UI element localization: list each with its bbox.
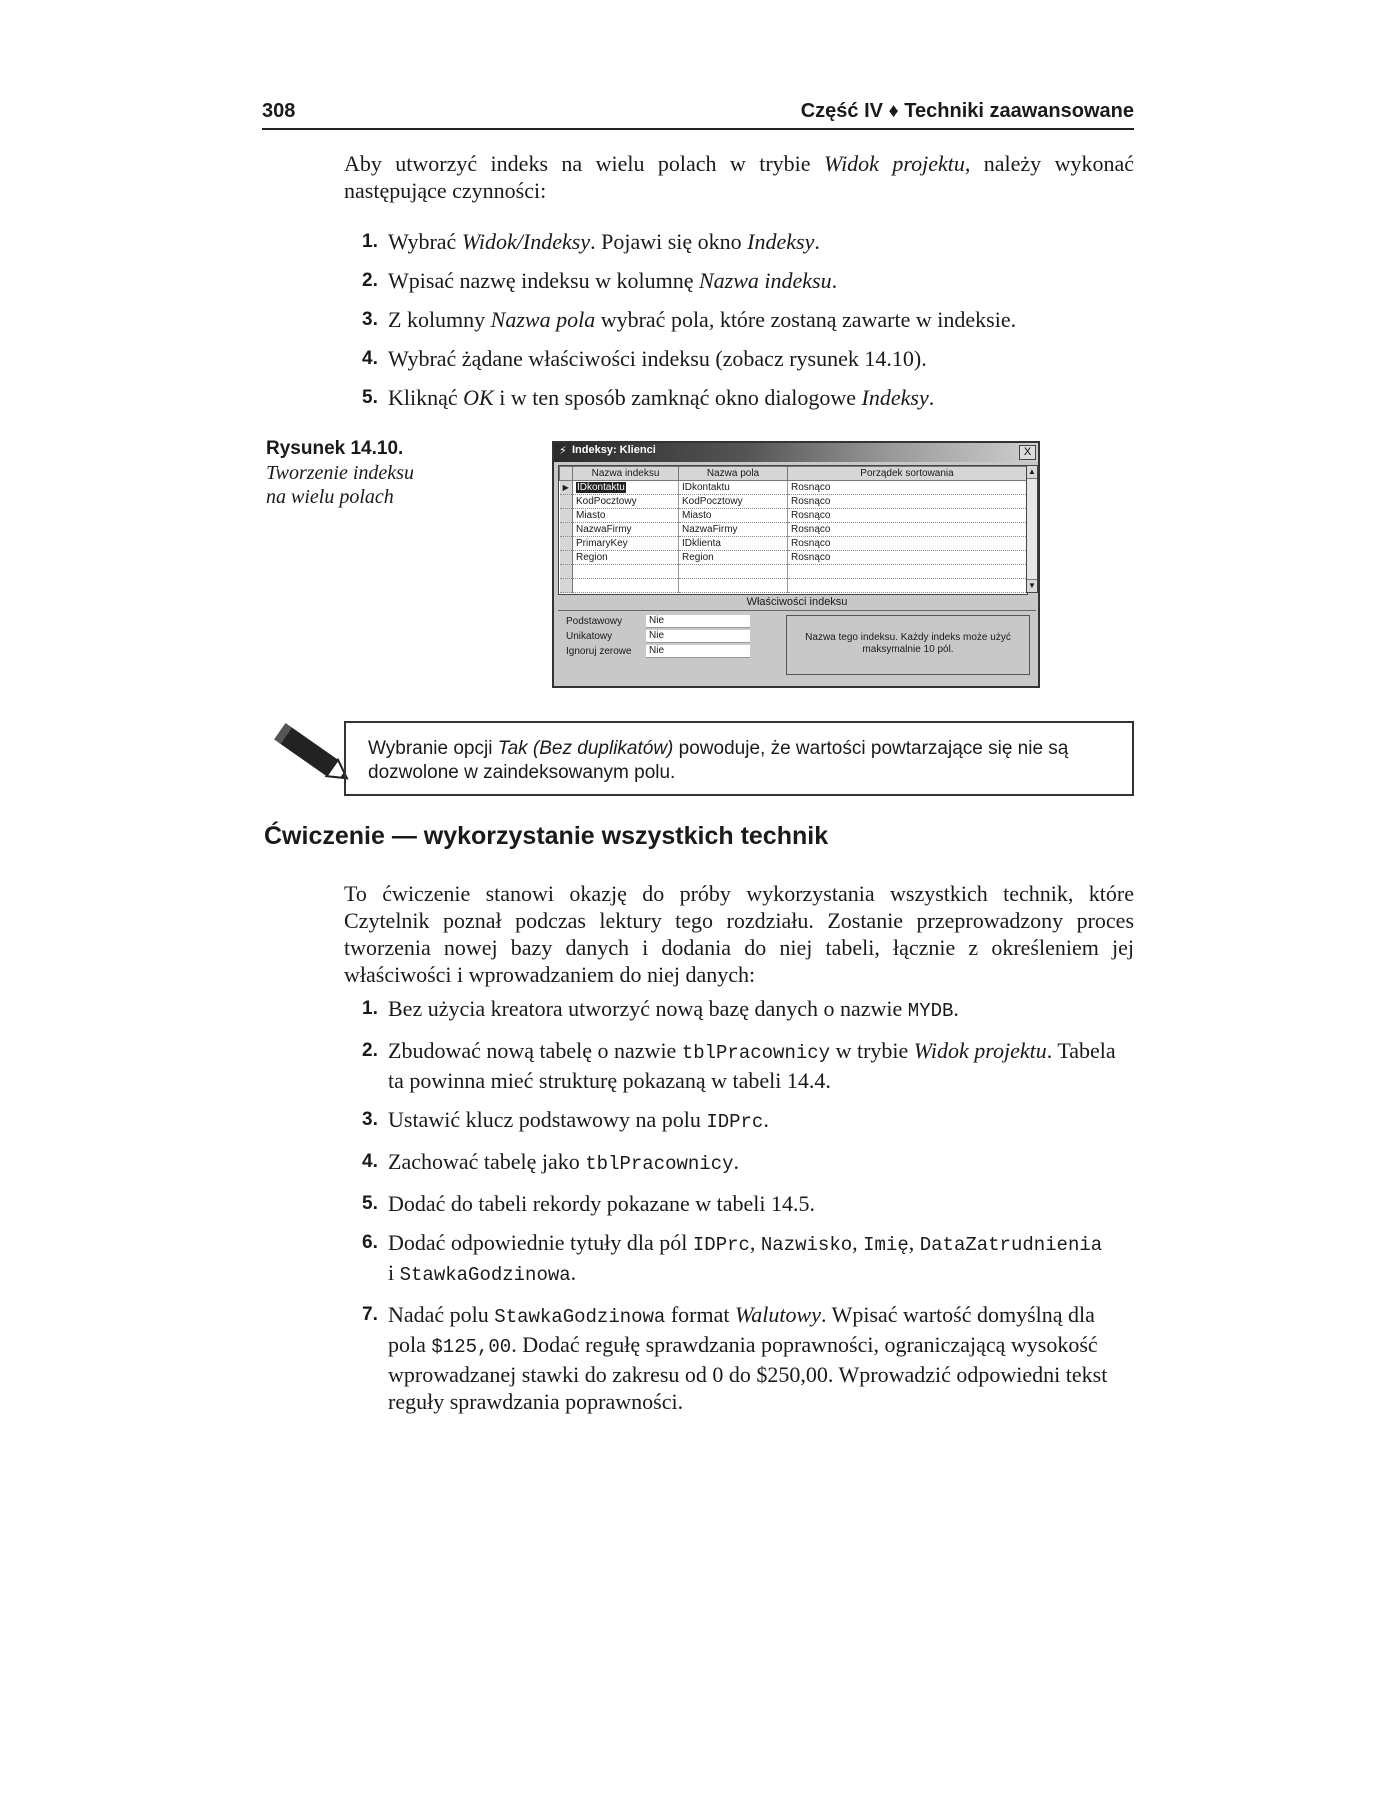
property-label: Ignoruj zerowe [566, 646, 632, 657]
list-item [362, 267, 1134, 294]
indexes-dialog [552, 441, 1040, 688]
step-code: IDPrc [692, 1234, 750, 1256]
index-grid [558, 465, 1028, 595]
property-row [562, 615, 752, 630]
step-text: Zachować tabelę jako [388, 1149, 586, 1174]
row-selector[interactable] [560, 495, 573, 509]
figure-label: Rysunek 14.10. [266, 438, 404, 459]
step-number: 1. [362, 231, 378, 252]
step-number: 4. [362, 1151, 378, 1172]
scroll-down-icon[interactable]: ▼ [1028, 581, 1036, 590]
step-number: 1. [362, 998, 378, 1019]
note-text: powoduje, że wartości powtarzające się nie są dozwolone w zaindeksowanym polu. [368, 738, 1069, 783]
property-value-field[interactable]: Nie [646, 645, 750, 658]
cell-text: IDkontaktu [577, 482, 625, 493]
row-selector[interactable] [560, 579, 573, 593]
step-code: MYDB [907, 1000, 954, 1022]
table-cell[interactable]: IDklienta [679, 537, 788, 551]
section-paragraph: To ćwiczenie stanowi okazję do próby wykorzystania wszystkich technik, które Czytelnik poznał podczas lektury tego rozdziału. Zostanie przeprowadzony proces tworzenia nowej bazy danych i dodania do niej tabeli, łącznie z określeniem jej właściwości i wprowadzaniem do niej danych: [344, 881, 1134, 987]
lightning-icon: ⚡ [559, 445, 567, 457]
caption-line: na wielu polach [266, 486, 394, 508]
step-text: . [763, 1107, 769, 1132]
column-header[interactable]: Nazwa indeksu [573, 467, 679, 481]
step-text: . [570, 1260, 577, 1285]
list-item [362, 1190, 1134, 1217]
step-code: DataZatrudnienia [919, 1234, 1103, 1256]
step-text: w trybie [830, 1038, 914, 1063]
list-item [362, 1301, 1134, 1415]
row-selector[interactable] [560, 537, 573, 551]
figure-caption-text [266, 461, 466, 509]
section-heading: Ćwiczenie — wykorzystanie wszystkich technik [264, 822, 829, 850]
table-row[interactable] [560, 495, 1027, 509]
step-text: Wybrać [388, 229, 462, 254]
row-selector[interactable] [560, 551, 573, 565]
step-code: tblPracownicy [585, 1153, 734, 1175]
intro-emphasis: Widok projektu [823, 151, 965, 176]
step-emphasis: Indeksy [747, 229, 815, 254]
step-emphasis: Widok/Indeksy [461, 229, 591, 254]
table-cell[interactable]: Miasto [573, 509, 679, 523]
intro-text: , należy wykonać następujące czynności: [344, 151, 1135, 203]
table-cell[interactable] [573, 565, 679, 579]
step-emphasis: Widok projektu [913, 1038, 1047, 1063]
property-row [562, 645, 752, 660]
row-selector[interactable] [560, 565, 573, 579]
table-cell[interactable]: Rosnąco [788, 481, 1027, 495]
step-number: 2. [362, 270, 378, 291]
table-cell[interactable]: Miasto [679, 509, 788, 523]
table-cell[interactable]: PrimaryKey [573, 537, 679, 551]
step-code: tblPracownicy [681, 1042, 831, 1064]
current-row-arrow-icon[interactable]: ▶ [560, 481, 573, 495]
dialog-title: Indeksy: Klienci [572, 444, 656, 456]
page-number: 308 [262, 100, 296, 122]
note-box [344, 721, 1134, 796]
step-text: i [388, 1260, 400, 1285]
table-row[interactable] [560, 481, 1027, 495]
list-item [362, 995, 1134, 1025]
figure-caption [266, 437, 466, 509]
property-label: Unikatowy [566, 631, 613, 642]
caption-line: Tworzenie indeksu [266, 462, 414, 484]
table-cell[interactable]: KodPocztowy [573, 495, 679, 509]
steps-list-exercise [362, 995, 1134, 1427]
step-text: Ustawić klucz podstawowy na polu [388, 1107, 707, 1132]
step-text: . Pojawi się okno [590, 229, 748, 254]
list-item [362, 1229, 1134, 1289]
table-row[interactable] [560, 579, 1027, 593]
step-text: , [908, 1230, 920, 1255]
close-button[interactable]: X [1019, 445, 1036, 460]
step-text: . Tabela ta powinna mieć strukturę pokazaną w tabeli 14.4. [388, 1038, 1116, 1093]
table-row[interactable] [560, 523, 1027, 537]
table-cell[interactable]: Rosnąco [788, 509, 1027, 523]
table-cell[interactable] [573, 579, 679, 593]
table-row[interactable] [560, 565, 1027, 579]
table-cell[interactable]: Rosnąco [788, 523, 1027, 537]
help-text-box: Nazwa tego indeksu. Każdy indeks może użyć maksymalnie 10 pól. [786, 615, 1030, 675]
list-item [362, 1037, 1134, 1094]
property-row [562, 630, 752, 645]
table-cell[interactable]: IDkontaktu [679, 481, 788, 495]
step-text: Bez użycia kreatora utworzyć nową bazę danych o nazwie [388, 996, 908, 1021]
list-item [362, 228, 1134, 255]
step-code: Nazwisko [760, 1234, 853, 1256]
running-title: Część IV ♦ Techniki zaawansowane [800, 100, 1134, 122]
table-row[interactable] [560, 551, 1027, 565]
step-number: 7. [362, 1304, 378, 1325]
step-text: . [928, 385, 935, 410]
step-number: 5. [362, 387, 378, 408]
scroll-up-icon[interactable]: ▲ [1027, 466, 1037, 479]
list-item [362, 306, 1134, 333]
step-text: Z kolumny [388, 307, 491, 332]
step-number: 2. [362, 1040, 378, 1061]
table-cell[interactable]: Region [573, 551, 679, 565]
list-item [362, 1106, 1134, 1136]
step-number: 3. [362, 309, 378, 330]
column-header[interactable]: Porządek sortowania [788, 467, 1027, 481]
table-row[interactable] [560, 509, 1027, 523]
step-number: 5. [362, 1193, 378, 1214]
step-text: Wpisać nazwę indeksu w kolumnę [388, 268, 699, 293]
step-number: 3. [362, 1109, 378, 1130]
step-text: . Dodać regułę sprawdzania poprawności, ograniczającą wysokość wprowadzanej stawki do zakresu od 0 do $250,00. Wprowadzić odpowiedni tekst reguły sprawdzania poprawności. [388, 1332, 1108, 1414]
step-text: Dodać odpowiednie tytuły dla pól [388, 1230, 693, 1255]
dialog-titlebar [554, 443, 1038, 462]
step-text: Dodać do tabeli rekordy pokazane w tabeli 14.5. [388, 1191, 816, 1216]
table-cell[interactable]: KodPocztowy [679, 495, 788, 509]
table-row[interactable] [560, 537, 1027, 551]
row-selector[interactable] [560, 523, 573, 537]
list-item [362, 345, 1134, 372]
step-code: StawkaGodzinowa [494, 1306, 666, 1328]
index-properties [562, 615, 752, 660]
row-selector[interactable] [560, 509, 573, 523]
step-text: i w ten sposób zamknąć okno dialogowe [493, 385, 862, 410]
column-header[interactable]: Nazwa pola [679, 467, 788, 481]
list-item [362, 384, 1134, 411]
step-text: , [852, 1230, 864, 1255]
intro-paragraph [344, 150, 1134, 204]
step-text: Wybrać żądane właściwości indeksu (zobacz rysunek 14.10). [388, 346, 927, 371]
index-properties-header: Właściwości indeksu [558, 596, 1036, 611]
step-text: format [665, 1302, 735, 1327]
step-text: Kliknąć [388, 385, 464, 410]
index-table [559, 466, 1027, 593]
step-text: . [814, 229, 820, 254]
note-emphasis: Tak (Bez duplikatów) [497, 738, 674, 759]
table-cell[interactable]: Rosnąco [788, 537, 1027, 551]
property-label: Podstawowy [566, 616, 623, 627]
step-text: Zbudować nową tabelę o nazwie [388, 1038, 682, 1063]
step-emphasis: Walutowy [734, 1302, 821, 1327]
property-value-field[interactable]: Nie [646, 630, 750, 643]
step-emphasis: Nazwa pola [490, 307, 596, 332]
step-text: . Wpisać wartość domyślną dla pola [388, 1302, 1095, 1357]
vertical-scrollbar[interactable] [1026, 465, 1038, 593]
step-emphasis: Nazwa indeksu [698, 268, 832, 293]
step-text: Nadać polu [388, 1302, 495, 1327]
table-cell[interactable]: NazwaFirmy [679, 523, 788, 537]
step-code: $125,00 [431, 1336, 512, 1358]
table-cell[interactable] [788, 565, 1027, 579]
page-header [262, 98, 1134, 130]
step-emphasis: Indeksy [861, 385, 929, 410]
step-code: Imię [863, 1234, 909, 1256]
step-number: 4. [362, 348, 378, 369]
steps-list-index [362, 228, 1134, 423]
table-cell[interactable] [679, 565, 788, 579]
table-cell[interactable]: Region [679, 551, 788, 565]
property-value-field[interactable]: Nie [646, 615, 750, 628]
step-emphasis: OK [463, 385, 494, 410]
step-text: . [733, 1149, 740, 1174]
step-code: StawkaGodzinowa [399, 1264, 571, 1286]
step-text: . [831, 268, 838, 293]
table-cell[interactable]: NazwaFirmy [573, 523, 679, 537]
step-number: 6. [362, 1232, 378, 1253]
table-cell[interactable] [573, 481, 679, 495]
note-text: Wybranie opcji [368, 738, 498, 759]
step-text: . [953, 996, 959, 1021]
row-selector-header [560, 467, 573, 481]
list-item [362, 1148, 1134, 1178]
step-code: IDPrc [706, 1111, 764, 1133]
intro-text: Aby utworzyć indeks na wielu polach w trybie [344, 151, 824, 176]
table-header-row [560, 467, 1027, 481]
table-cell[interactable] [679, 579, 788, 593]
table-cell[interactable]: Rosnąco [788, 551, 1027, 565]
step-text: wybrać pola, które zostaną zawarte w indeksie. [595, 307, 1017, 332]
step-text: , [749, 1230, 761, 1255]
table-cell[interactable]: Rosnąco [788, 495, 1027, 509]
table-cell[interactable] [788, 579, 1027, 593]
